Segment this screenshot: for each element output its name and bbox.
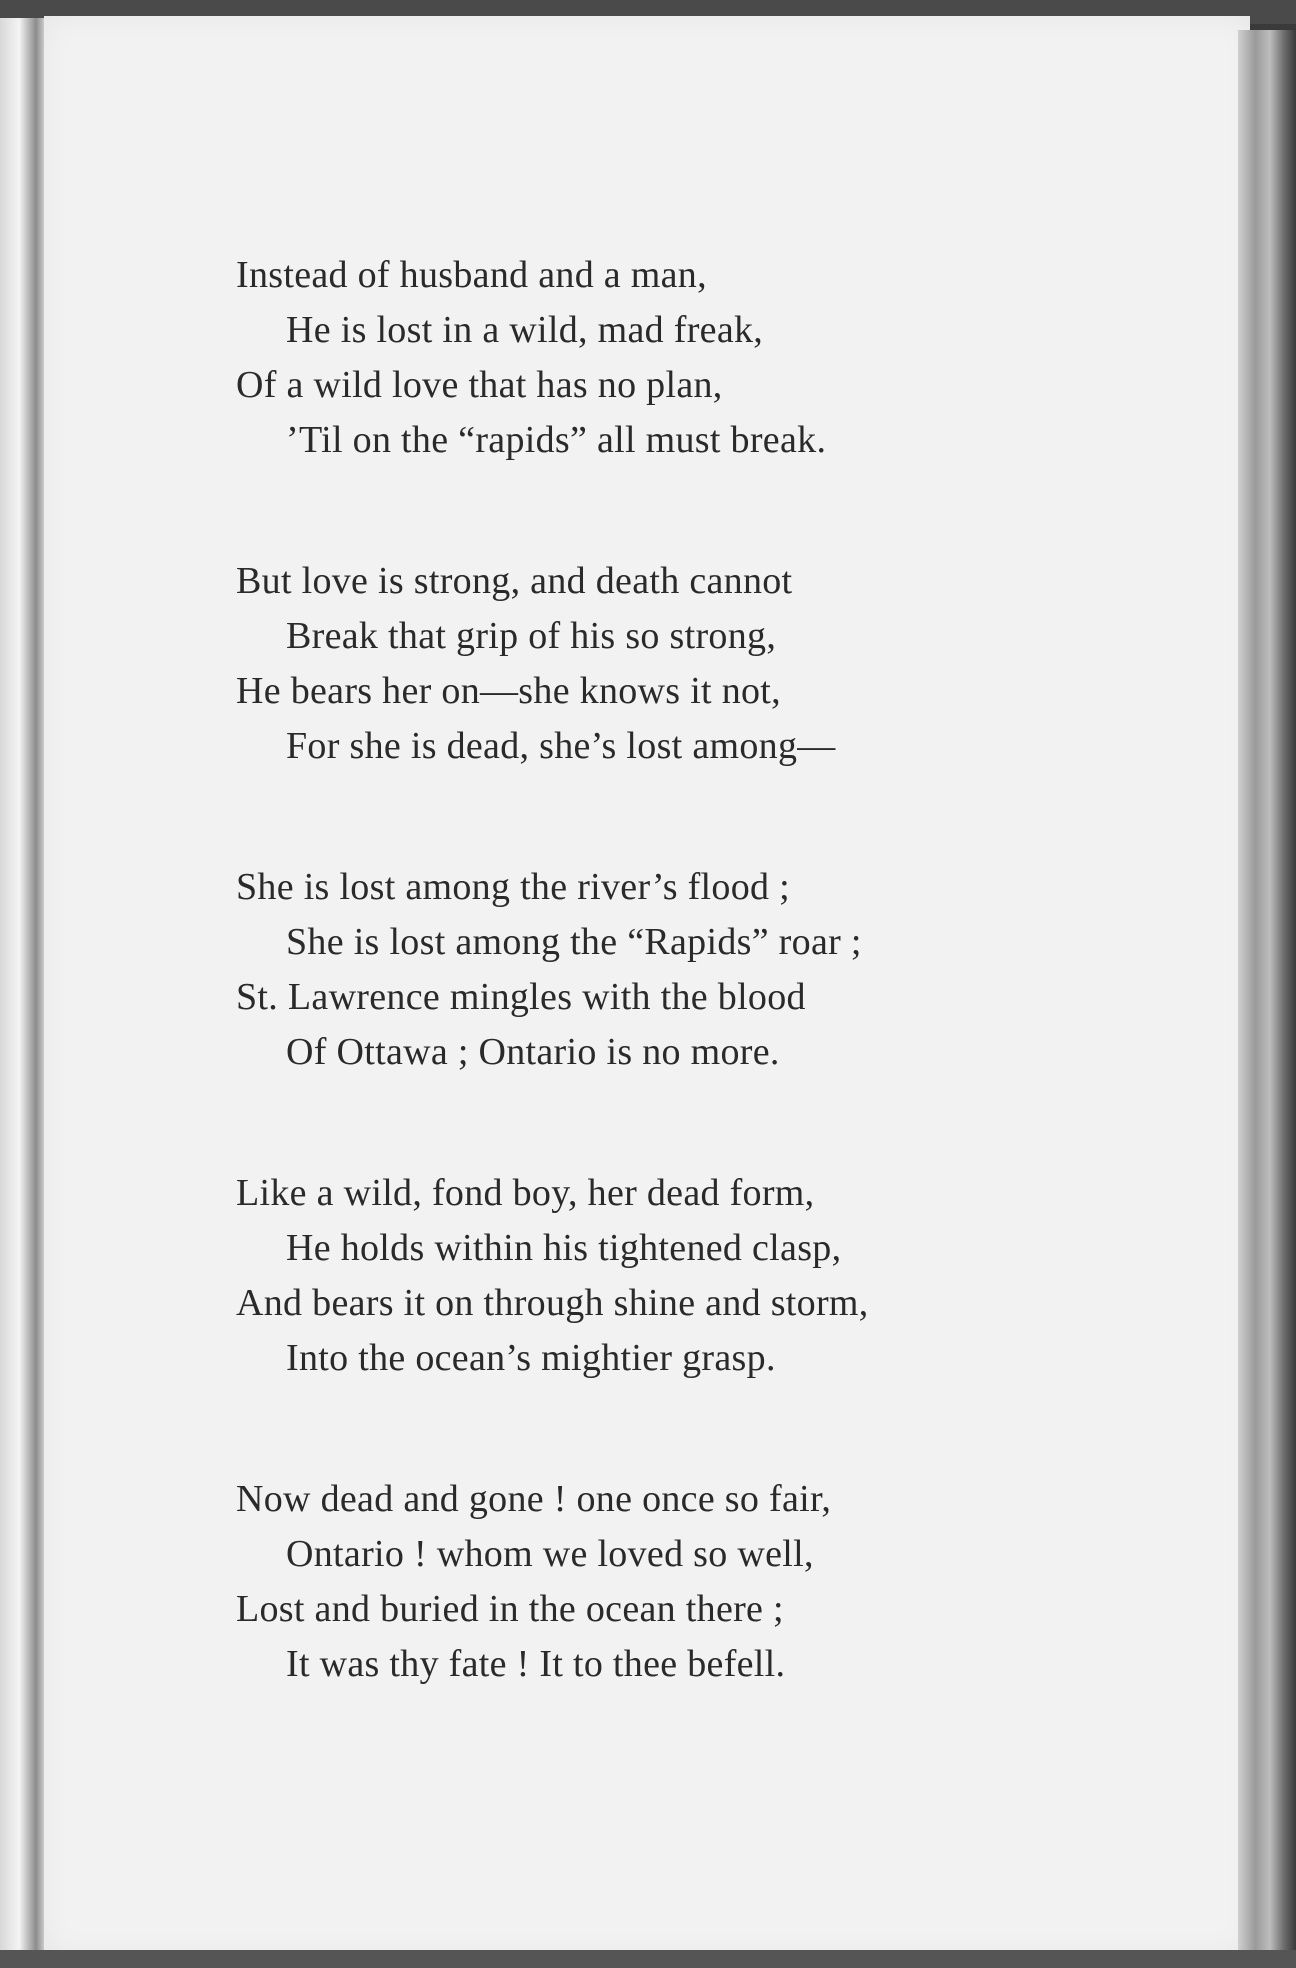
stanza: [236, 1166, 1136, 1386]
poem-line: She is lost among the river’s flood ;: [236, 866, 790, 908]
poem-line: Lost and buried in the ocean there ;: [236, 1588, 784, 1630]
poem-line: It was thy fate ! It to thee befell.: [286, 1643, 786, 1685]
poem-line: She is lost among the “Rapids” roar ;: [286, 921, 862, 963]
poem-line: Now dead and gone ! one once so fair,: [236, 1478, 832, 1520]
poem-line: He is lost in a wild, mad freak,: [286, 309, 764, 351]
poem-line: Of a wild love that has no plan,: [236, 364, 723, 406]
poem-line: Like a wild, fond boy, her dead form,: [236, 1172, 815, 1214]
poem-line: Instead of husband and a man,: [236, 254, 707, 296]
stanza: [236, 860, 1136, 1080]
poem-line: St. Lawrence mingles with the blood: [236, 976, 806, 1018]
poem-line: ’Til on the “rapids” all must break.: [286, 419, 827, 461]
poem: [236, 248, 1136, 1778]
poem-line: And bears it on through shine and storm,: [236, 1282, 869, 1324]
poem-line: Break that grip of his so strong,: [286, 615, 777, 657]
stanza: [236, 248, 1136, 468]
stanza: [236, 1472, 1136, 1692]
poem-line: Of Ottawa ; Ontario is no more.: [286, 1031, 780, 1073]
poem-line: Into the ocean’s mightier grasp.: [286, 1337, 776, 1379]
poem-line: He holds within his tightened clasp,: [286, 1227, 842, 1269]
poem-line: He bears her on—she knows it not,: [236, 670, 781, 712]
poem-line: For she is dead, she’s lost among—: [286, 725, 836, 767]
book-spine-edge: [0, 18, 48, 1968]
stanza: [236, 554, 1136, 774]
poem-line: But love is strong, and death cannot: [236, 560, 793, 602]
page-stack-edge: [1238, 30, 1296, 1968]
poem-line: Ontario ! whom we loved so well,: [286, 1533, 814, 1575]
scan-bottom-edge: [0, 1950, 1296, 1968]
